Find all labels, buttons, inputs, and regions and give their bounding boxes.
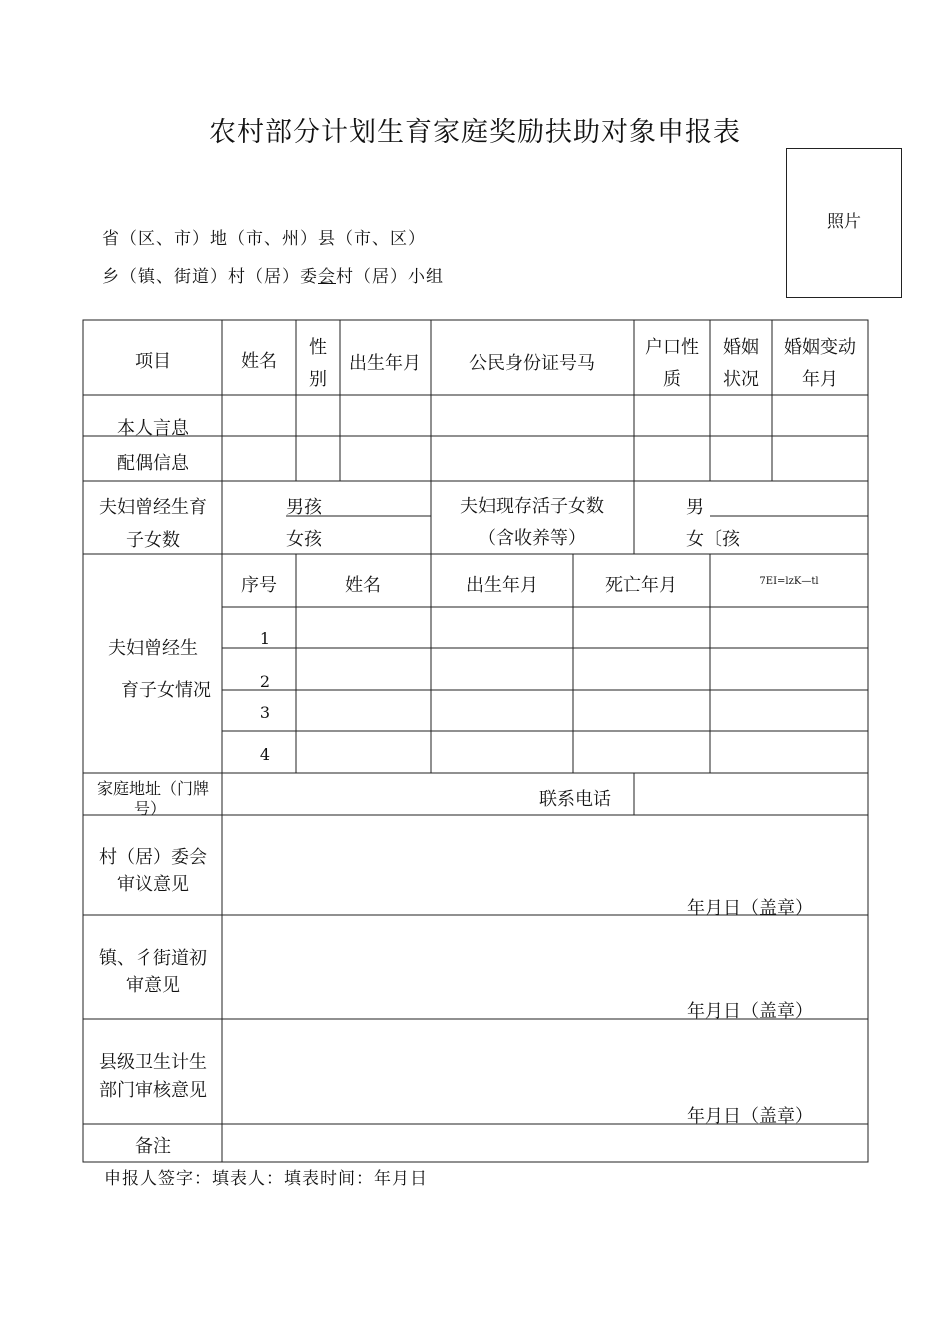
- village-opinion-label-line2: 审议意见: [117, 874, 189, 895]
- child-row-number-1: 1: [259, 629, 271, 648]
- children-col-extra: 7EI=lzK—tl: [759, 576, 819, 587]
- form-title: 农村部分计划生育家庭奖励扶助对象申报表: [209, 117, 741, 148]
- born-boy-label: 男孩: [286, 497, 322, 518]
- village-opinion-label-line1: 村（居）委会: [99, 847, 207, 868]
- child-row-number-3: 3: [259, 703, 271, 722]
- children-col-death: 死亡年月: [605, 575, 677, 596]
- header-gender-line1: 性: [309, 337, 327, 358]
- address-line-1: 省（区、市）地（市、州）县（市、区）: [102, 229, 426, 249]
- row-spouse-info: 配偶信息: [117, 453, 189, 474]
- header-birth: 出生年月: [349, 353, 421, 374]
- child-row-number-2: 2: [259, 672, 271, 691]
- children-label-line2: 育子女情况: [121, 680, 211, 701]
- town-opinion-label-line2: 审意见: [126, 975, 180, 996]
- children-col-birth: 出生年月: [466, 575, 538, 596]
- born-count-label-line1: 夫妇曾经生育: [99, 497, 207, 518]
- address-line-2-part-3: 村（居）小组: [336, 267, 444, 287]
- home-address-label-line1: 家庭地址（门牌: [96, 779, 210, 798]
- town-opinion-date: 年月日（盖章）: [687, 1001, 813, 1022]
- header-marital-line2: 状况: [723, 369, 759, 390]
- header-hukou-line1: 户口性: [645, 337, 699, 358]
- living-count-label-line1: 夫妇现存活子女数: [460, 496, 604, 517]
- header-marriage-change-line1: 婚姻变动: [784, 337, 856, 358]
- photo-box: [786, 148, 902, 298]
- living-female-label: 女〔孩: [686, 529, 740, 550]
- row-self-info: 本人言息: [117, 418, 189, 439]
- home-address-label-line2: 号）: [133, 799, 167, 818]
- born-count-label-line2: 子女数: [126, 530, 180, 551]
- living-male-label: 男: [686, 497, 704, 518]
- address-line-2-part-2: 会: [318, 267, 336, 287]
- photo-label: 照片: [827, 212, 861, 232]
- children-label-line1: 夫妇曾经生: [108, 638, 198, 659]
- address-line-2-part-1: 乡（镇、街道）村（居）委: [102, 267, 318, 287]
- living-count-label-line2: （含收养等）: [478, 528, 586, 549]
- county-opinion-label-line2: 部门审核意见: [99, 1080, 207, 1101]
- header-gender-line2: 别: [309, 369, 327, 390]
- village-opinion-date: 年月日（盖章）: [687, 898, 813, 919]
- children-col-name: 姓名: [345, 575, 381, 596]
- phone-label: 联系电话: [539, 789, 611, 810]
- town-opinion-label-line1: 镇、彳街道初: [99, 948, 207, 969]
- header-marriage-change-line2: 年月: [802, 369, 838, 390]
- children-col-number: 序号: [241, 575, 277, 596]
- header-id-number: 公民身份证号马: [469, 353, 595, 374]
- header-marital-line1: 婚姻: [723, 337, 759, 358]
- remarks-label: 备注: [135, 1136, 171, 1157]
- county-opinion-label-line1: 县级卫生计生: [99, 1052, 207, 1073]
- county-opinion-date: 年月日（盖章）: [687, 1106, 813, 1127]
- header-hukou-line2: 质: [663, 369, 681, 390]
- header-item: 项目: [135, 351, 171, 372]
- child-row-number-4: 4: [259, 745, 271, 764]
- footer-signature-line: 申报人签字：填表人：填表时间：年月日: [104, 1169, 428, 1189]
- address-line-2: [102, 262, 444, 287]
- header-name: 姓名: [241, 351, 277, 372]
- born-girl-label: 女孩: [286, 529, 322, 550]
